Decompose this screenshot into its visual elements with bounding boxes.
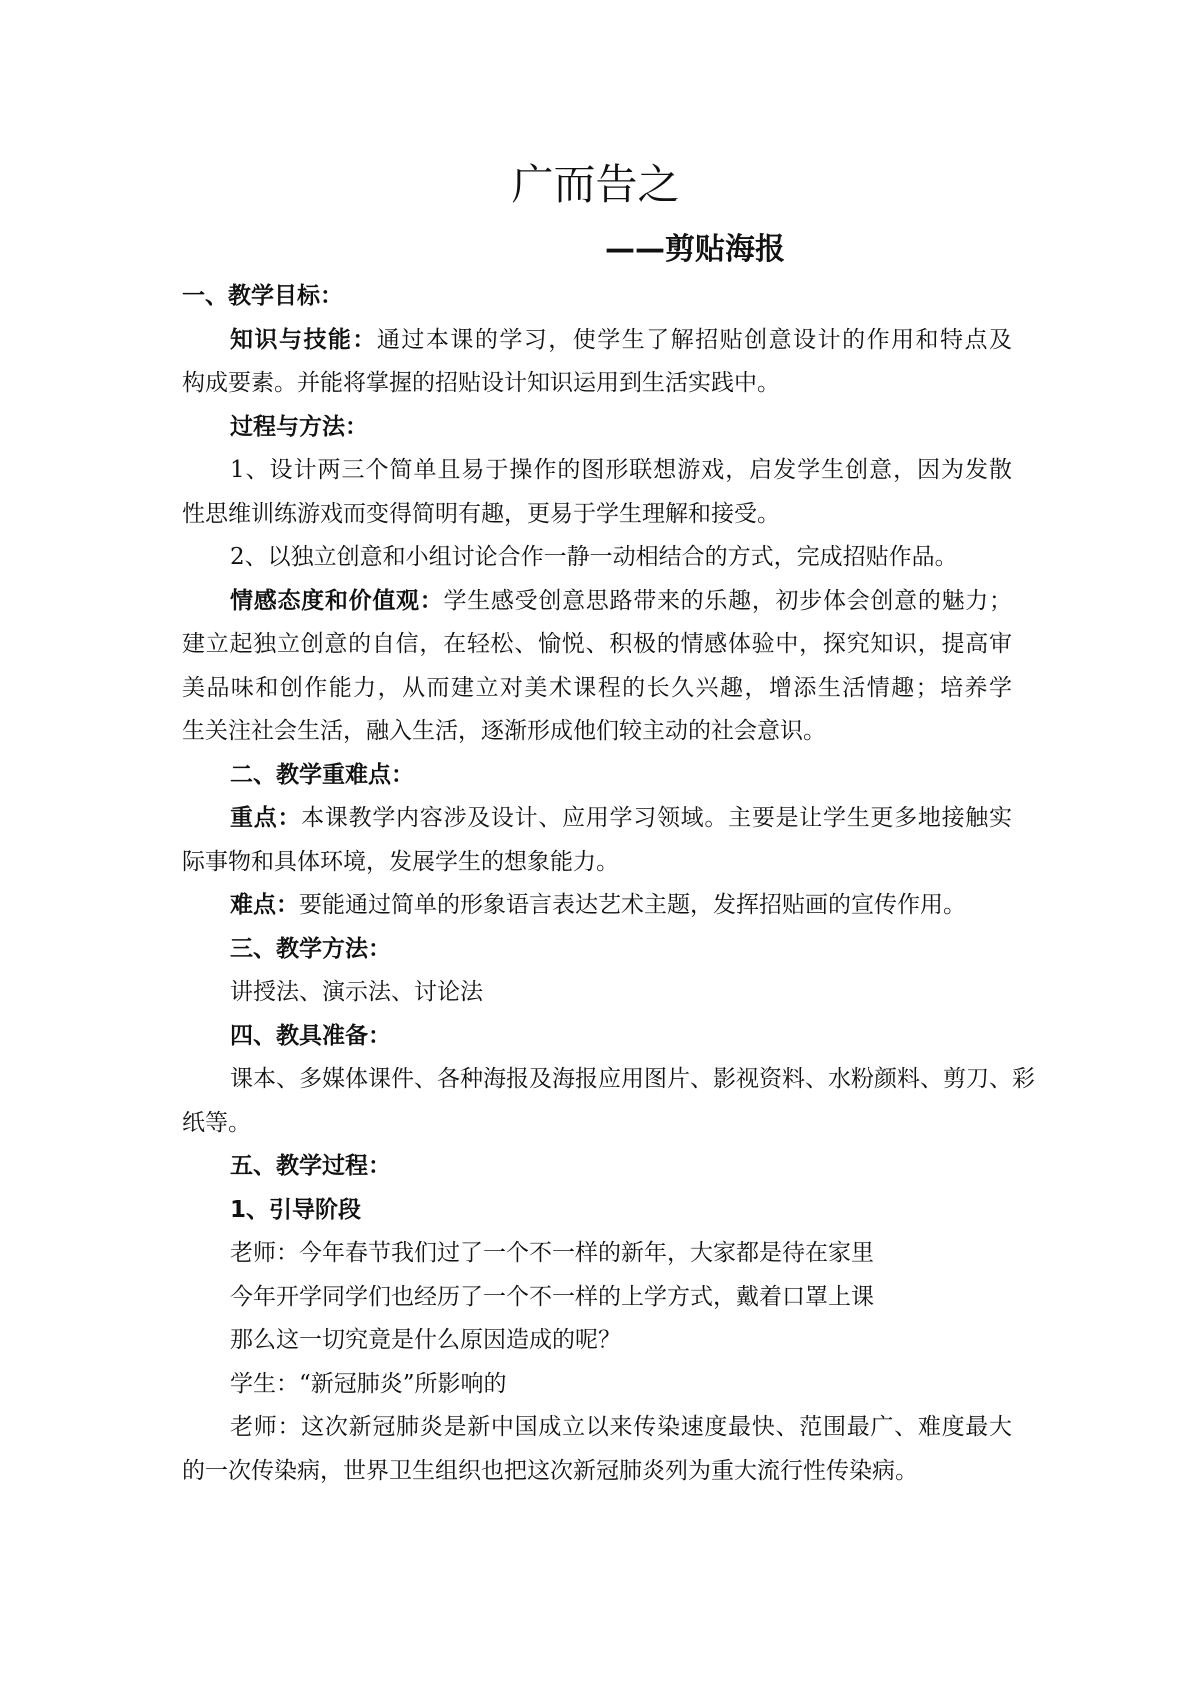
text-line: 今年开学同学们也经历了一个不一样的上学方式，戴着口罩上课 — [230, 1283, 874, 1310]
label-process: 过程与方法： — [230, 413, 368, 440]
page-title: 广而告之 — [511, 160, 680, 209]
text-line: 讲授法、演示法、讨论法 — [230, 979, 483, 1005]
label-emotion: 情感态度和价值观： — [230, 587, 444, 614]
text-line: 性思维训练游戏而变得简明有趣，更易于学生理解和接受。 — [182, 500, 780, 527]
text-line: 通过本课的学习，使学生了解招贴创意设计的作用和特点及 — [376, 326, 1013, 353]
page-subtitle: ——剪贴海报 — [605, 232, 785, 267]
text-line: 要能通过简单的形象语言表达艺术主题，发挥招贴画的宣传作用。 — [299, 892, 966, 918]
text-line: 老师：这次新冠肺炎是新中国成立以来传染速度最快、范围最广、难度最大 — [230, 1414, 1012, 1440]
text-line: 的一次传染病，世界卫生组织也把这次新冠肺炎列为重大流行性传染病。 — [182, 1457, 918, 1484]
section-heading-materials: 四、教具准备： — [230, 1022, 391, 1049]
text-line: 老师：今年春节我们过了一个不一样的新年，大家都是待在家里 — [230, 1240, 874, 1266]
text-line: 构成要素。并能将掌握的招贴设计知识运用到生活实践中。 — [182, 370, 780, 396]
section-heading-objectives: 一、教学目标： — [182, 283, 343, 309]
text-line: 课本、多媒体课件、各种海报及海报应用图片、影视资料、水粉颜料、剪刀、彩 — [230, 1066, 1035, 1092]
text-line: 2、以独立创意和小组讨论合作一静一动相结合的方式，完成招贴作品。 — [230, 544, 958, 570]
paragraph-key — [182, 797, 1012, 841]
text-line: 学生：“新冠肺炎”所影响的 — [230, 1370, 507, 1397]
text-line: 学生感受创意思路带来的乐趣，初步体会创意的魅力； — [443, 587, 1012, 614]
label-key: 重点： — [230, 805, 302, 831]
section-heading-methods: 三、教学方法： — [230, 935, 391, 962]
paragraph-emotion — [182, 580, 1012, 624]
paragraph-knowledge — [182, 319, 1012, 363]
label-knowledge: 知识与技能： — [230, 326, 377, 353]
section-heading-process: 五、教学过程： — [230, 1153, 391, 1179]
text-line: 际事物和具体环境，发展学生的想象能力。 — [182, 848, 619, 875]
label-difficulty: 难点： — [230, 892, 299, 918]
text-line: 建立起独立创意的自信，在轻松、愉悦、积极的情感体验中，探究知识，提高审 — [182, 631, 1012, 657]
text-line: 纸等。 — [182, 1109, 251, 1136]
paragraph-difficulty — [182, 884, 1012, 928]
text-line: 生关注社会生活，融入生活，逐渐形成他们较主动的社会意识。 — [182, 718, 826, 744]
text-line: 本课教学内容涉及设计、应用学习领域。主要是让学生更多地接触实 — [301, 805, 1012, 831]
stage-heading: 1、引导阶段 — [230, 1196, 362, 1223]
text-line: 美品味和创作能力，从而建立对美术课程的长久兴趣，增添生活情趣；培养学 — [182, 674, 1012, 701]
text-line: 1、设计两三个简单且易于操作的图形联想游戏，启发学生创意，因为发散 — [230, 457, 1012, 483]
section-heading-key-points: 二、教学重难点： — [230, 761, 414, 788]
text-line: 那么这一切究竟是什么原因造成的呢？ — [230, 1327, 621, 1353]
document-body — [182, 275, 1035, 1493]
